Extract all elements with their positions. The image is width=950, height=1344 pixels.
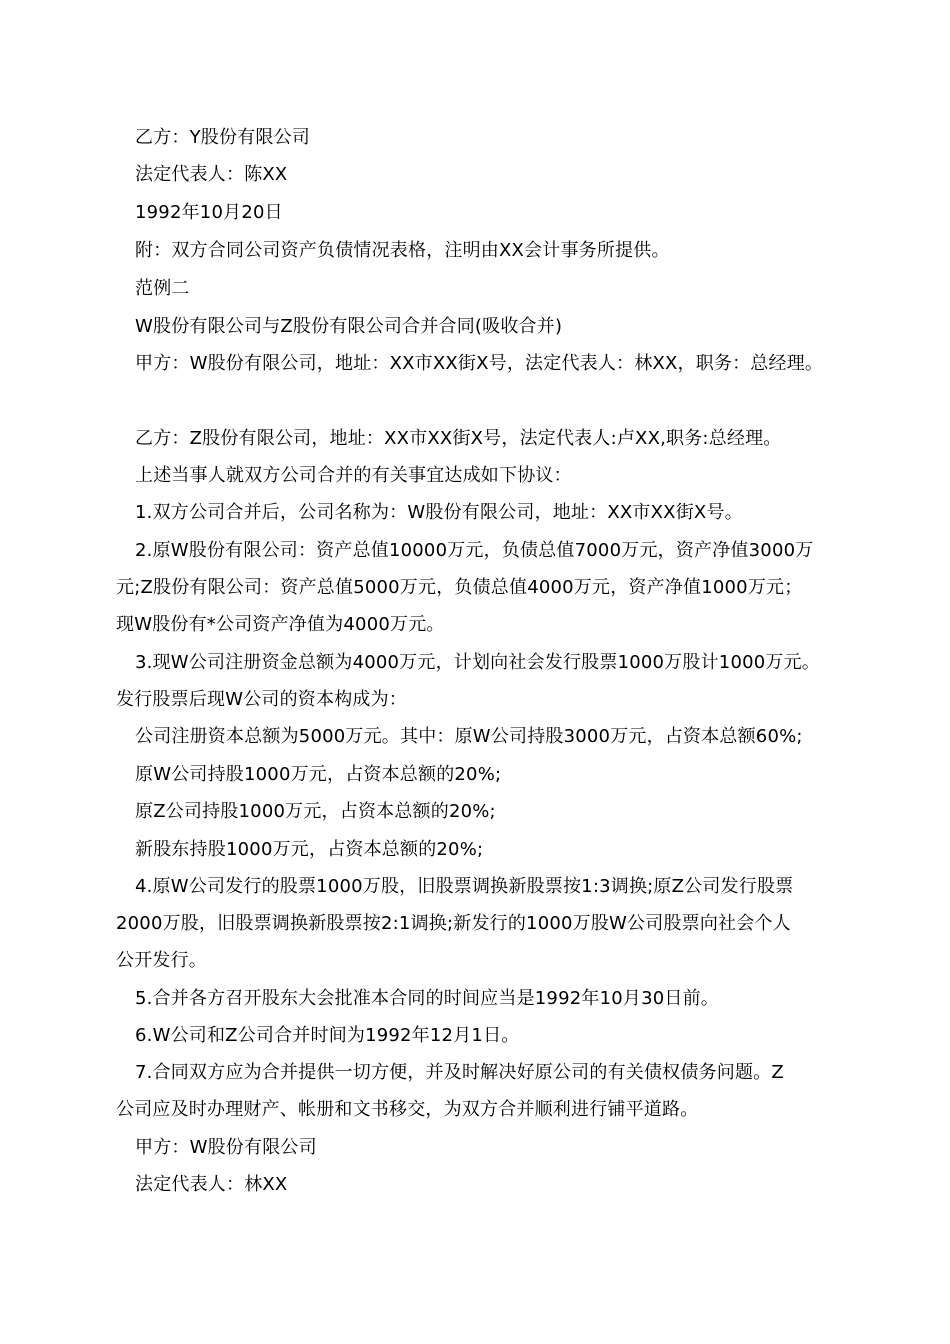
clause-7-line-2: 公司应及时办理财产、帐册和文书移交，为双方合并顺利进行铺平道路。 — [116, 1099, 699, 1120]
clause-3-line-2: 发行股票后现W公司的资本构成为： — [116, 689, 407, 710]
clause-2-line-3: 现W股份有*公司资产净值为4000万元。 — [116, 614, 445, 635]
clause-7-line-1: 7.合同双方应为合并提供一切方便，并及时解决好原公司的有关债权债务问题。Z — [135, 1062, 784, 1083]
clause-3-line-1: 3.现W公司注册资金总额为4000万元，计划向社会发行股票1000万股计1000万元。 — [135, 652, 820, 673]
clause-2-line-1: 2.原W股份有限公司：资产总值10000万元，负债总值7000万元，资产净值3000万 — [135, 540, 814, 561]
capital-w-line: 原W公司持股1000万元，占资本总额的20%; — [135, 764, 502, 785]
signature-party-a: 甲方：W股份有限公司 — [135, 1137, 317, 1158]
clause-5: 5.合并各方召开股东大会批准本合同的时间应当是1992年10月30日前。 — [135, 988, 719, 1009]
clause-4-line-3: 公开发行。 — [116, 950, 207, 971]
capital-new-line: 新股东持股1000万元，占资本总额的20%; — [135, 839, 484, 860]
example-heading: 范例二 — [135, 278, 190, 299]
clause-1: 1.双方公司合并后，公司名称为：W股份有限公司，地址：XX市XX街X号。 — [135, 502, 743, 523]
agreement-intro: 上述当事人就双方公司合并的有关事宜达成如下协议： — [135, 465, 572, 486]
party-b-details: 乙方：Z股份有限公司，地址：XX市XX街X号，法定代表人:卢XX,职务:总经理。 — [135, 428, 782, 449]
signature-representative: 法定代表人：林XX — [135, 1174, 288, 1195]
legal-representative-line: 法定代表人：陈XX — [135, 164, 288, 185]
clause-6: 6.W公司和Z公司合并时间为1992年12月1日。 — [135, 1025, 520, 1046]
clause-4-line-1: 4.原W公司发行的股票1000万股，旧股票调换新股票按1:3调换;原Z公司发行股票 — [135, 876, 794, 897]
party-b-line: 乙方：Y股份有限公司 — [135, 127, 310, 148]
clause-4-line-2: 2000万股，旧股票调换新股票按2:1调换;新发行的1000万股W公司股票向社会个人 — [116, 913, 791, 934]
capital-z-line: 原Z公司持股1000万元，占资本总额的20%; — [135, 801, 496, 822]
date-line: 1992年10月20日 — [135, 202, 283, 223]
contract-title: W股份有限公司与Z股份有限公司合并合同(吸收合并) — [135, 316, 563, 337]
clause-2-line-2: 元;Z股份有限公司：资产总值5000万元，负债总值4000万元，资产净值1000万元； — [116, 577, 803, 598]
capital-total-line: 公司注册资本总额为5000万元。其中：原W公司持股3000万元，占资本总额60%; — [135, 726, 803, 747]
attachment-note: 附：双方合同公司资产负债情况表格，注明由XX会计事务所提供。 — [135, 240, 670, 261]
party-a-details: 甲方：W股份有限公司，地址：XX市XX街X号，法定代表人：林XX，职务：总经理。 — [135, 353, 824, 374]
